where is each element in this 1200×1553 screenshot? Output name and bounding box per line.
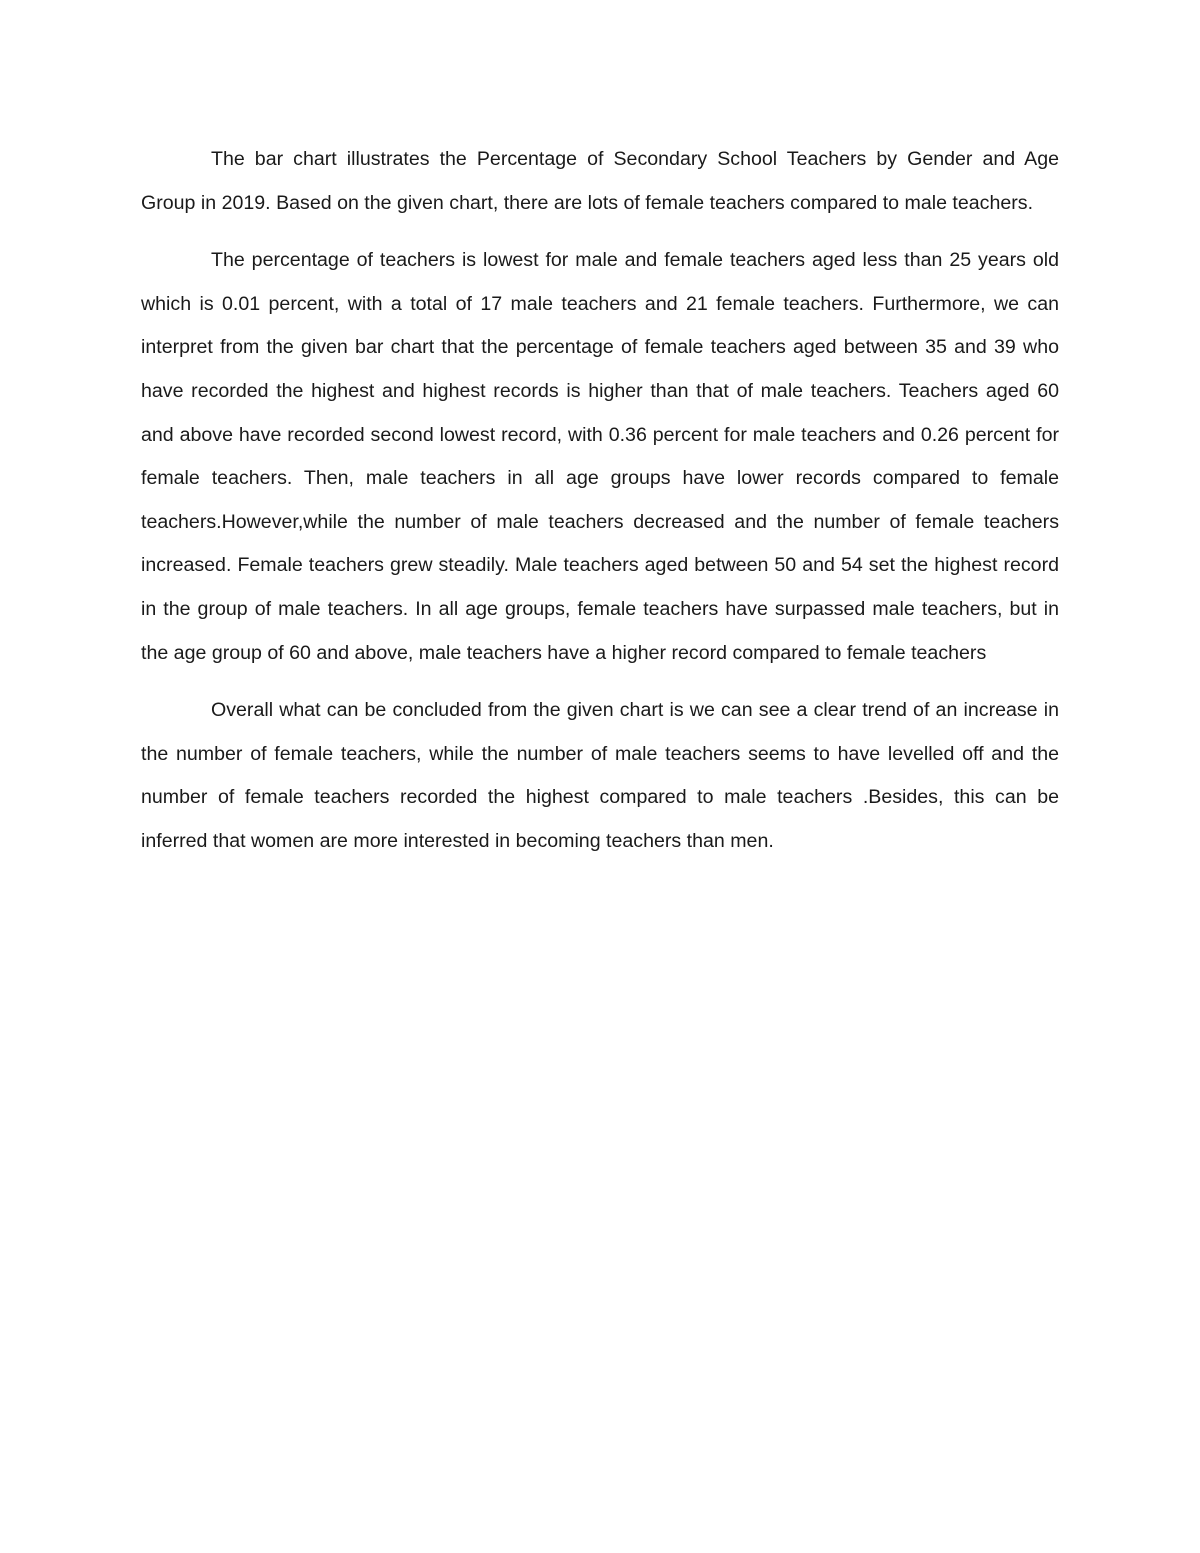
paragraph-conclusion: Overall what can be concluded from the given chart is we can see a clear trend of an increase in the number of female teachers, while the number of male teachers seems to have levelled off and the number of female teachers recorded the highest compared to male teachers .Besides, this can be inferred that women are more interested in becoming teachers than men. — [141, 699, 1059, 852]
paragraph-details: The percentage of teachers is lowest for male and female teachers aged less than 25 years old which is 0.01 percent, with a total of 17 male teachers and 21 female teachers. Furthermore, we can interpret from the given bar chart that the percentage of female teachers aged between 35 and 39 who have recorded the highest and highest records is higher than that of male teachers. Teachers aged 60 and above have recorded second lowest record, with 0.36 percent for male teachers and 0.26 percent for female teachers. Then, male teachers in all age groups have lower records compared to female teachers.However,while the number of male teachers decreased and the number of female teachers increased. Female teachers grew steadily. Male teachers aged between 50 and 54 set the highest record in the group of male teachers. In all age groups, female teachers have surpassed male teachers, but in the age group of 60 and above, male teachers have a higher record compared to female teachers — [141, 249, 1059, 664]
document-body — [141, 138, 1059, 878]
paragraph-introduction: The bar chart illustrates the Percentage of Secondary School Teachers by Gender and Age Group in 2019. Based on the given chart, there are lots of female teachers compared to male teachers. — [141, 148, 1059, 214]
